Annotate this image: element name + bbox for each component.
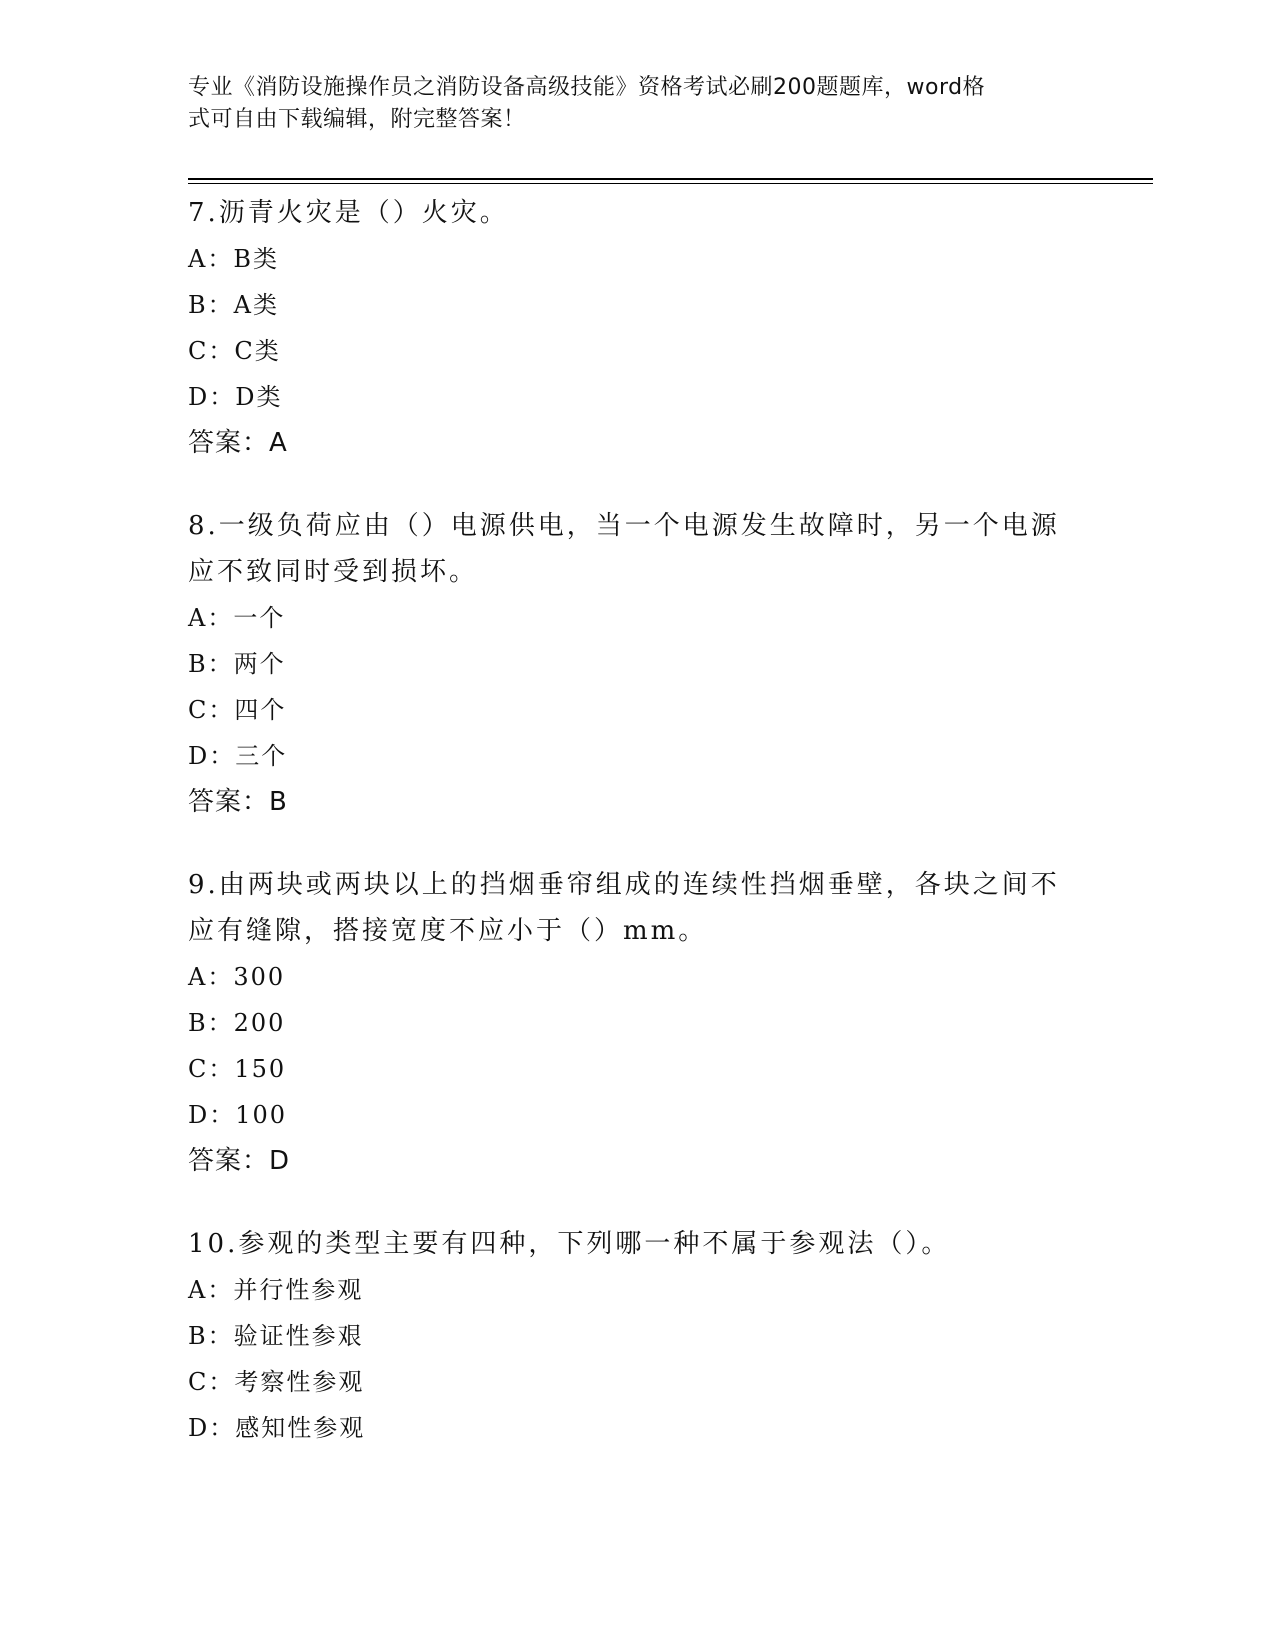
option-text: C类 [234,337,281,365]
option-letter: B： [188,650,234,678]
header-line-1: 专业《消防设施操作员之消防设备高级技能》资格考试必刷200题题库，word格 [188,75,986,100]
answer-text: 答案：A [188,428,288,458]
question-text-line-1: 9.由两块或两块以上的挡烟垂帘组成的连续性挡烟垂壁，各块之间不 [188,870,1060,900]
option-text: A类 [233,291,279,319]
question-list [188,190,1088,1488]
document-header [188,72,1068,136]
question-text-line-2: 应不致同时受到损坏。 [188,557,479,587]
answer-text: 答案：D [188,1146,291,1176]
answer-text: 答案：B [188,787,288,817]
option-letter: C： [188,696,235,724]
option-text: 200 [233,1009,286,1037]
question-text: 7.沥青火灾是（）火灾。 [188,198,509,228]
question-10 [188,1221,1088,1451]
option-text: 并行性参观 [233,1276,364,1304]
option-letter: D： [188,742,236,770]
option-b [188,1000,1088,1046]
option-letter: A： [188,1276,234,1304]
question-8 [188,503,1088,825]
question-text-line-1: 8.一级负荷应由（）电源供电，当一个电源发生故障时，另一个电源 [188,511,1060,541]
option-a [188,236,1088,282]
option-letter: B： [188,1322,234,1350]
question-text-line-2: 应有缝隙，搭接宽度不应小于（）mm。 [188,916,708,946]
question-7 [188,190,1088,466]
option-b [188,641,1088,687]
option-letter: B： [188,1009,234,1037]
option-letter: A： [188,245,234,273]
header-divider-thick [188,178,1153,180]
option-a [188,595,1088,641]
option-b [188,1313,1088,1359]
option-a [188,1267,1088,1313]
option-d [188,1092,1088,1138]
option-letter: D： [188,1414,236,1442]
option-text: 考察性参观 [234,1368,365,1396]
option-text: 两个 [233,650,286,678]
option-b [188,282,1088,328]
option-text: D类 [235,383,283,411]
option-letter: C： [188,1368,235,1396]
option-text: 一个 [233,604,286,632]
option-letter: C： [188,1055,235,1083]
option-c [188,1359,1088,1405]
option-text: 三个 [235,742,288,770]
option-text: B类 [233,245,279,273]
option-d [188,733,1088,779]
option-letter: B： [188,291,234,319]
question-9 [188,862,1088,1184]
header-line-2: 式可自由下载编辑，附完整答案！ [188,107,526,132]
header-divider-thin [188,183,1153,184]
option-letter: D： [188,383,236,411]
option-letter: D： [188,1101,236,1129]
option-text: 感知性参观 [235,1414,366,1442]
option-c [188,328,1088,374]
option-c [188,1046,1088,1092]
option-d [188,1405,1088,1451]
option-text: 300 [233,963,286,991]
option-letter: A： [188,963,234,991]
option-letter: C： [188,337,235,365]
option-text: 150 [234,1055,287,1083]
option-text: 验证性参艰 [233,1322,364,1350]
option-c [188,687,1088,733]
option-text: 四个 [234,696,287,724]
option-text: 100 [235,1101,288,1129]
question-text: 10.参观的类型主要有四种，下列哪一种不属于参观法（）。 [188,1229,951,1259]
option-letter: A： [188,604,234,632]
option-a [188,954,1088,1000]
option-d [188,374,1088,420]
